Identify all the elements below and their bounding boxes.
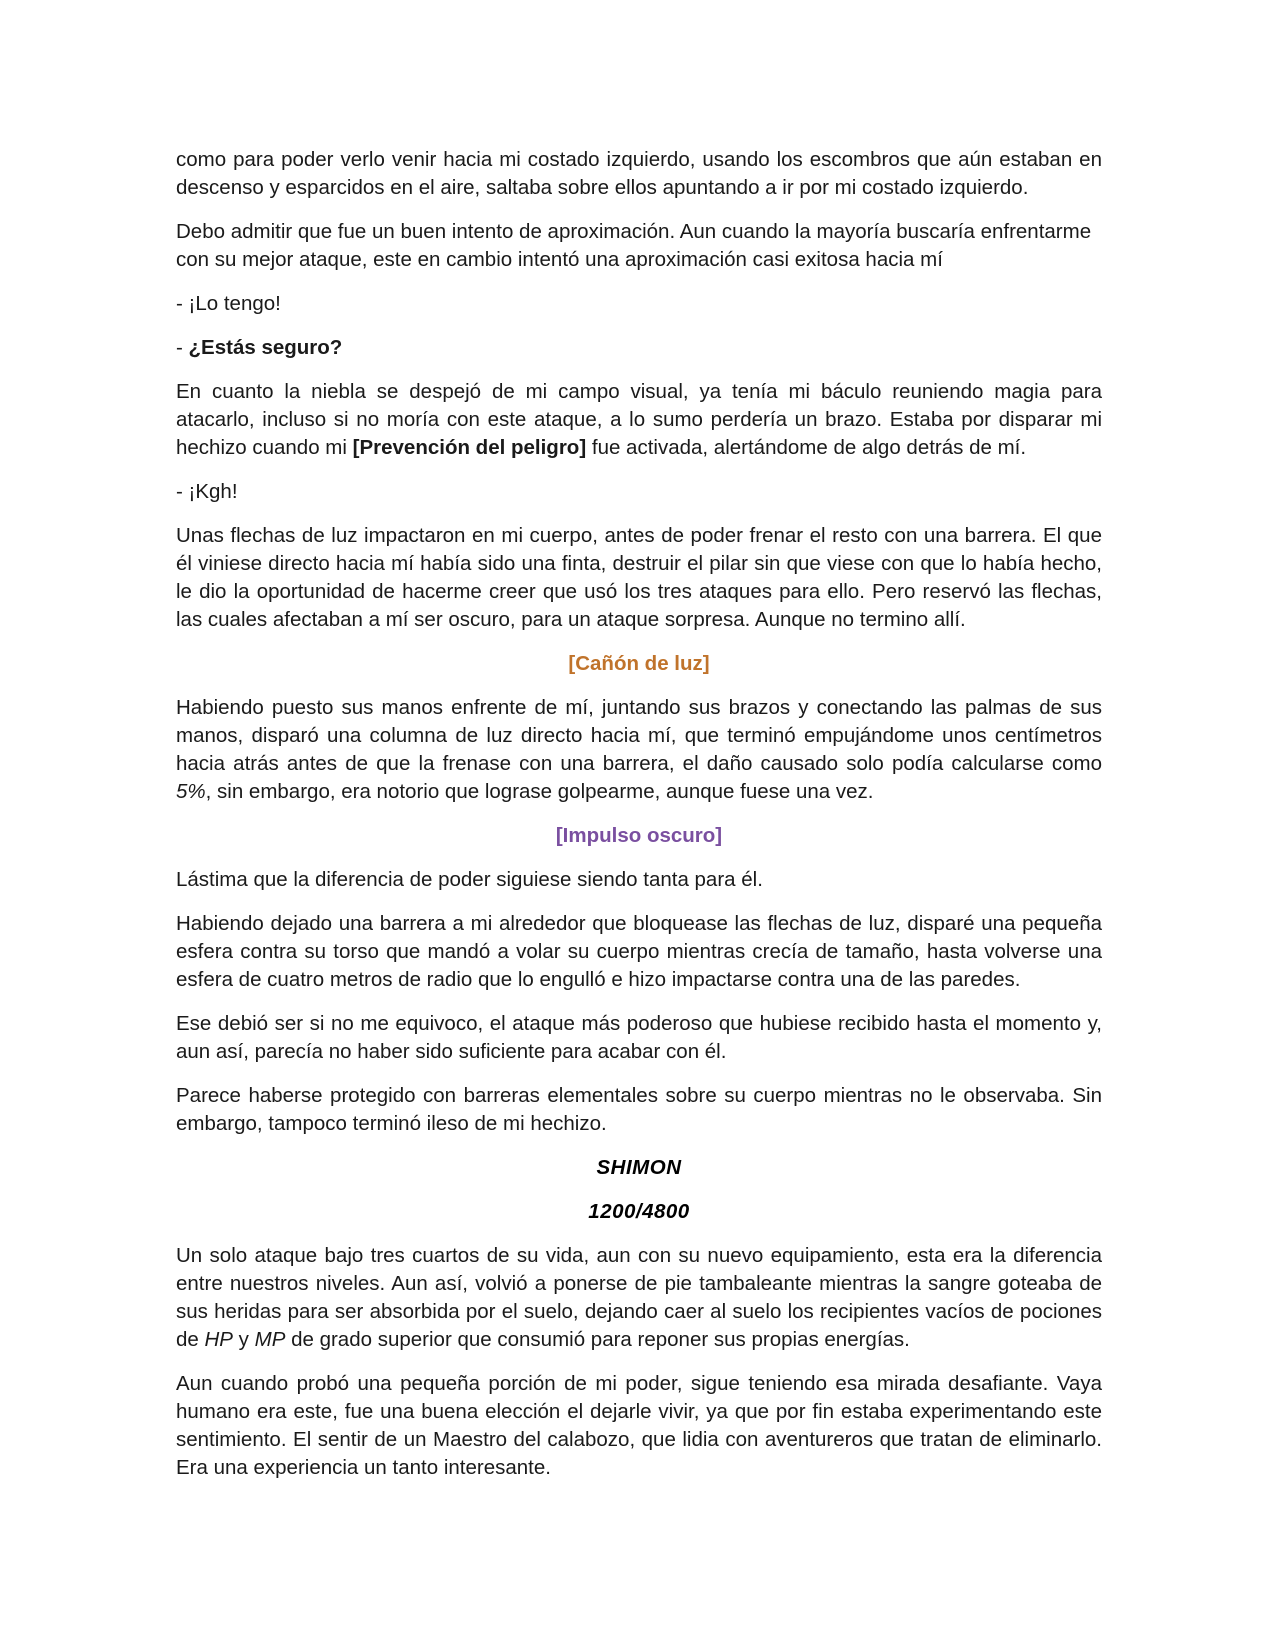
text-segment: Un solo ataque bajo tres cuartos de su vida, aun con su nuevo equipamiento, esta era la diferencia entre nuestros niveles. Aun así, volvió a ponerse de pie tambaleante mientras la sangre goteaba de sus heridas para ser absorbida por el suelo, dejando caer al suelo los recipientes vacíos de pociones de (176, 1244, 1102, 1351)
paragraph: Aun cuando probó una pequeña porción de mi poder, sigue teniendo esa mirada desafiante. Vaya humano era este, fue una buena elección el dejarle vivir, ya que por fin estaba experimentando este sentimiento. El sentir de un Maestro del calabozo, que lidia con aventureros que tratan de eliminarlo. Era una experiencia un tanto interesante. (176, 1372, 1102, 1479)
paragraph: Debo admitir que fue un buen intento de aproximación. Aun cuando la mayoría buscaría enfrentarme con su mejor ataque, este en cambio intentó una aproximación casi exitosa hacia mí (176, 220, 1092, 271)
paragraph: Habiendo dejado una barrera a mi alrededor que bloquease las flechas de luz, disparé una pequeña esfera contra su torso que mandó a volar su cuerpo mientras crecía de tamaño, hasta volverse una esfera de cuatro metros de radio que lo engulló e hizo impactarse contra una de las paredes. (176, 912, 1102, 991)
paragraph: Lástima que la diferencia de poder siguiese siendo tanta para él. (176, 868, 763, 891)
text-segment: , sin embargo, era notorio que lograse golpearme, aunque fuese una vez. (205, 780, 874, 803)
text-segment: y (232, 1328, 255, 1351)
paragraph: como para poder verlo venir hacia mi costado izquierdo, usando los escombros que aún estaban en descenso y esparcidos en el aire, saltaba sobre ellos apuntando a ir por mi costado izquierdo. (176, 148, 1102, 199)
paragraph (176, 1242, 1102, 1354)
paragraph: Parece haberse protegido con barreras elementales sobre su cuerpo mientras no le observaba. Sin embargo, tampoco terminó ileso de mi hechizo. (176, 1084, 1102, 1135)
paragraph: Unas flechas de luz impactaron en mi cuerpo, antes de poder frenar el resto con una barrera. El que él viniese directo hacia mí había sido una finta, destruir el pilar sin que viese con que lo había hecho, le dio la oportunidad de hacerme creer que usó los tres ataques para ello. Pero reservó las flechas, las cuales afectaban a mí ser oscuro, para un ataque sorpresa. Aunque no termino allí. (176, 524, 1102, 631)
text-segment: En cuanto la niebla se despejó de mi campo visual, ya tenía mi báculo reuniendo magia para atacarlo, incluso si no moría con este ataque, a lo sumo perdería un brazo. Estaba por disparar mi hechizo cuando mi (176, 380, 1102, 459)
page-body (176, 146, 1102, 1498)
percentage-italic: 5% (176, 780, 206, 803)
status-hp: 1200/4800 (588, 1200, 690, 1223)
skill-heading-light: [Cañón de luz] (568, 652, 710, 675)
skill-name-bold: [Prevención del peligro] (352, 436, 587, 459)
text-segment: de grado superior que consumió para reponer sus propias energías. (285, 1328, 910, 1351)
text-segment: Habiendo puesto sus manos enfrente de mí, juntando sus brazos y conectando las palmas de sus manos, disparó una columna de luz directo hacia mí, que terminó empujándome unos centímetros hacia atrás antes de que la frenase con una barrera, el daño causado solo podía calcularse como (176, 696, 1102, 775)
paragraph: Ese debió ser si no me equivoco, el ataque más poderoso que hubiese recibido hasta el momento y, aun así, parecía no haber sido suficiente para acabar con él. (176, 1012, 1102, 1063)
status-name: SHIMON (596, 1156, 682, 1179)
paragraph (176, 694, 1102, 806)
skill-heading-dark: [Impulso oscuro] (555, 824, 723, 847)
dialogue-bold-text: ¿Estás seguro? (188, 336, 343, 359)
mp-italic: MP (254, 1328, 286, 1351)
paragraph (176, 378, 1102, 462)
dialogue-line (176, 334, 1102, 362)
dialogue-dash: - (176, 336, 189, 359)
hp-italic: HP (204, 1328, 233, 1351)
text-segment: fue activada, alertándome de algo detrás de mí. (586, 436, 1027, 459)
dialogue-line: - ¡Lo tengo! (176, 292, 281, 315)
dialogue-line: - ¡Kgh! (176, 480, 238, 503)
